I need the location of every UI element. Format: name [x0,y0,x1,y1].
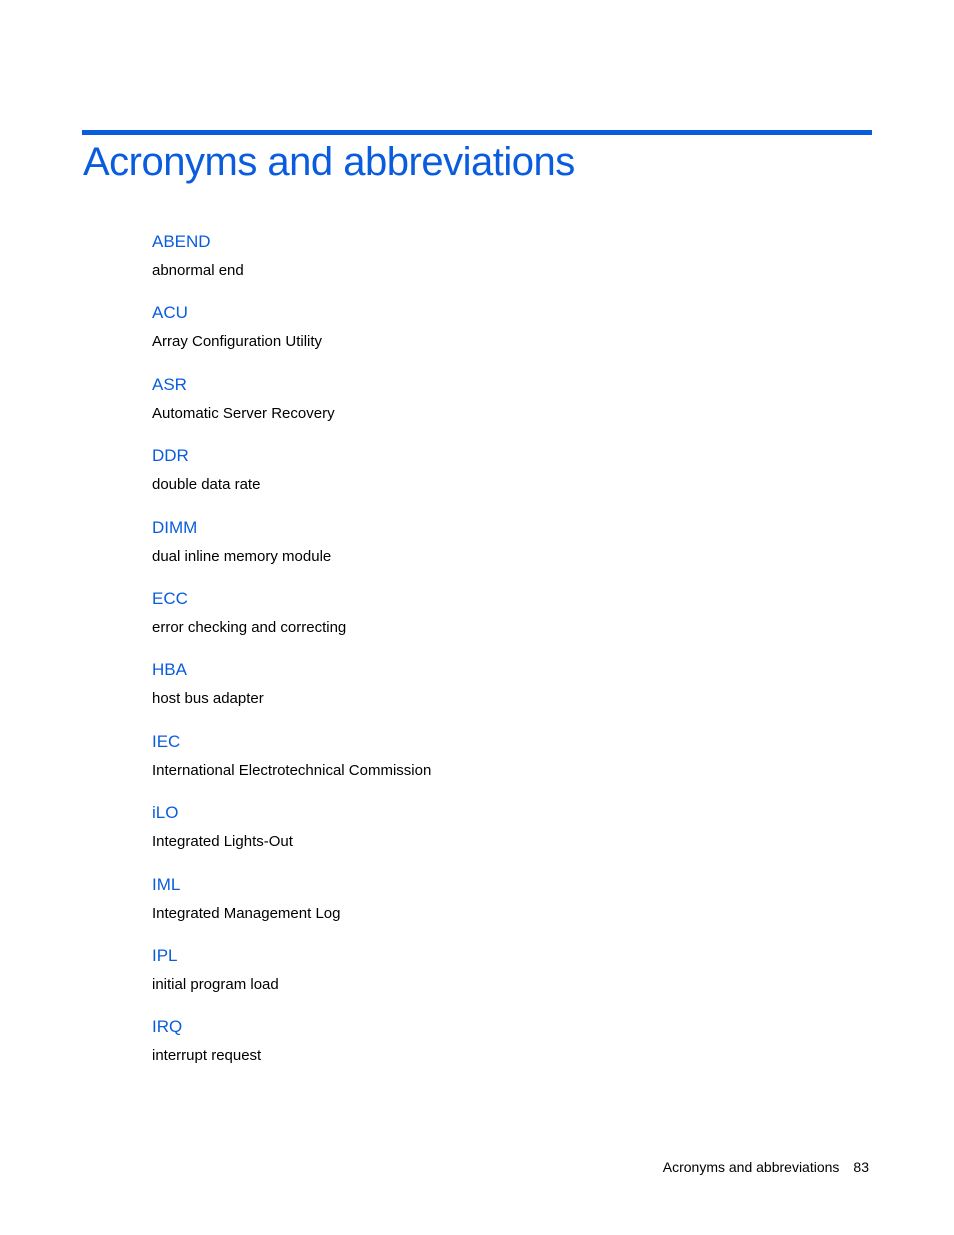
glossary-term[interactable]: iLO [152,803,179,823]
glossary-entry [152,516,852,587]
glossary-term[interactable]: HBA [152,660,187,680]
glossary-definition: International Electrotechnical Commission [152,761,432,779]
glossary-entry [152,230,852,301]
glossary-entry [152,301,852,372]
glossary-term[interactable]: ACU [152,303,188,323]
glossary-term[interactable]: DDR [152,446,189,466]
glossary-entry [152,587,852,658]
glossary-term[interactable]: DIMM [152,517,198,537]
glossary-term[interactable]: ASR [152,374,187,394]
glossary-entry [152,1015,852,1086]
glossary-entry [152,444,852,515]
glossary-term[interactable]: IML [152,874,181,894]
title-rule [82,130,872,135]
glossary-entry [152,801,852,872]
glossary-definition: Integrated Management Log [152,904,341,922]
glossary-definition: Integrated Lights-Out [152,833,293,851]
glossary-entry [152,373,852,444]
glossary-definition: dual inline memory module [152,547,332,565]
glossary-entry [152,730,852,801]
glossary-definition: Automatic Server Recovery [152,404,335,422]
glossary-definition: error checking and correcting [152,618,347,636]
footer-section-title: Acronyms and abbreviations [662,1159,840,1175]
glossary-term[interactable]: ABEND [152,232,211,251]
glossary-definition: initial program load [152,975,279,993]
glossary-list [152,230,852,1087]
glossary-definition: interrupt request [152,1047,262,1065]
glossary-entry [152,944,852,1015]
glossary-term[interactable]: IEC [152,731,181,751]
page-title: Acronyms and abbreviations [83,140,575,184]
glossary-term[interactable]: ECC [152,588,188,608]
page-footer [663,1157,869,1177]
page-number: 83 [853,1159,869,1175]
glossary-term[interactable]: IPL [152,945,178,965]
glossary-definition: double data rate [152,476,261,494]
glossary-entry [152,658,852,729]
glossary-term[interactable]: IRQ [152,1017,183,1037]
glossary-definition: Array Configuration Utility [152,333,323,351]
glossary-entry [152,873,852,944]
glossary-definition: abnormal end [152,262,244,279]
glossary-definition: host bus adapter [152,690,264,708]
